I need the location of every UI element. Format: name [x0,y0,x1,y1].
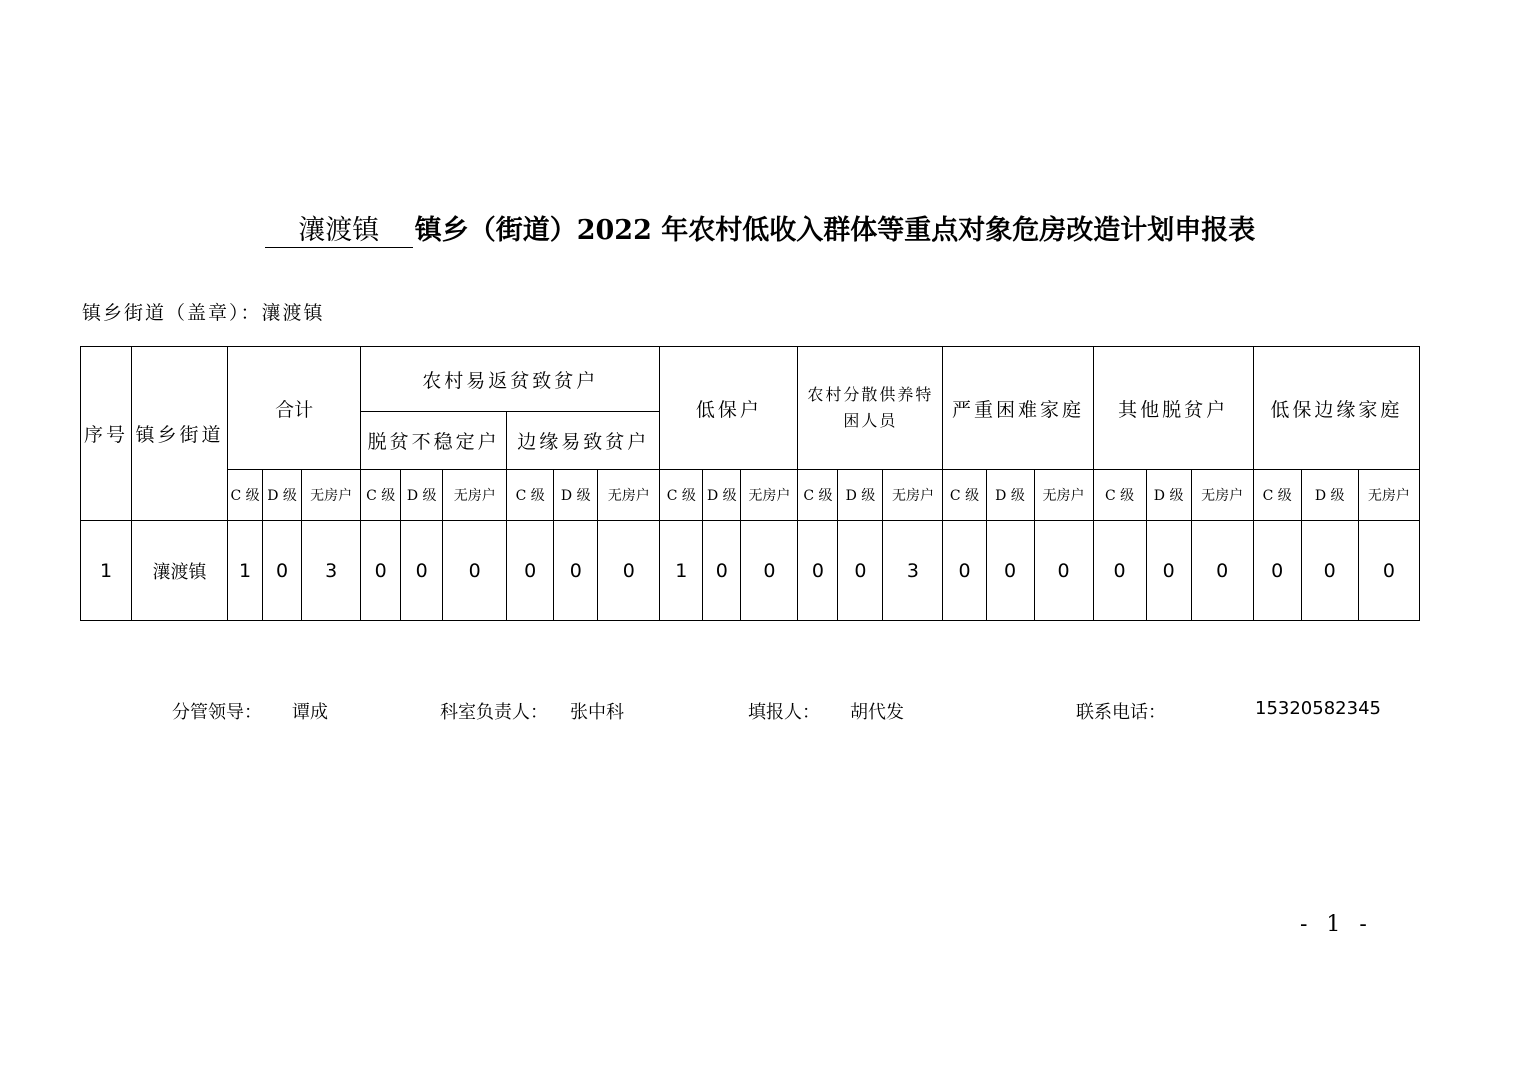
table-row [81,521,1420,621]
footer-leader [172,698,328,724]
header-unstable: 脱贫不稳定户 [361,412,507,470]
footer-filler [748,698,904,724]
leader-label: 分管领导： [172,702,262,723]
footer-phone: 15320582345 [1255,698,1381,719]
stamp-label: 镇乡街道（盖章）： [82,302,262,324]
level-header-cell: 无房户 [598,470,660,521]
level-header-cell: 无房户 [741,470,798,521]
header-hardship: 严重困难家庭 [943,347,1093,470]
filler-name: 胡代发 [850,702,904,723]
level-header-cell: C 级 [1253,470,1301,521]
leader-name: 谭成 [292,702,328,723]
level-header-cell: D 级 [1301,470,1358,521]
table-cell: 0 [798,521,838,621]
table-cell: 0 [838,521,883,621]
table-cell: 0 [507,521,554,621]
table-cell: 0 [1034,521,1093,621]
table-cell: 1 [660,521,703,621]
title-text: 镇乡（街道）2022 年农村低收入群体等重点对象危房改造计划申报表 [414,215,1256,246]
table-cell: 0 [361,521,401,621]
level-header-cell: D 级 [986,470,1034,521]
level-header-cell: C 级 [660,470,703,521]
header-row-levels [81,470,1420,521]
header-total: 合计 [228,347,361,470]
stamp-line [82,298,325,325]
level-header-cell: C 级 [1093,470,1146,521]
table-cell: 0 [1358,521,1419,621]
level-header-cell: D 级 [1146,470,1191,521]
header-seq: 序号 [81,347,132,521]
table-cell: 0 [401,521,443,621]
footer-phone-label: 联系电话： [1076,702,1166,723]
filler-label: 填报人： [748,702,820,723]
title-town-fill: 瀼渡镇 [265,208,413,248]
level-header-cell: D 级 [838,470,883,521]
table-cell: 3 [883,521,943,621]
header-tekun: 农村分散供养特困人员 [798,347,943,470]
header-dibao-edge: 低保边缘家庭 [1253,347,1419,470]
level-header-cell: D 级 [554,470,598,521]
table-cell: 0 [703,521,741,621]
report-table [80,346,1420,621]
table-cell: 3 [302,521,361,621]
level-header-cell: C 级 [943,470,986,521]
table-cell: 0 [1191,521,1253,621]
header-town: 镇乡街道 [132,347,228,521]
table-cell: 0 [1301,521,1358,621]
header-row-1 [81,347,1420,412]
level-header-cell: C 级 [228,470,263,521]
level-header-cell: 无房户 [1034,470,1093,521]
footer-dept [440,698,624,724]
table-cell: 0 [741,521,798,621]
table-cell: 0 [598,521,660,621]
table-cell: 0 [554,521,598,621]
row-town: 瀼渡镇 [132,521,228,621]
table-cell: 0 [1253,521,1301,621]
level-header-cell: D 级 [263,470,302,521]
header-edge: 边缘易致贫户 [507,412,660,470]
level-header-cell: 无房户 [1191,470,1253,521]
level-header-cell: D 级 [401,470,443,521]
header-other-poverty: 其他脱贫户 [1093,347,1253,470]
header-dibao: 低保户 [660,347,798,470]
level-header-cell: 无房户 [302,470,361,521]
table-cell: 0 [986,521,1034,621]
stamp-value: 瀼渡镇 [261,302,325,324]
page-number: - 1 - [1300,912,1373,937]
table-cell: 0 [1146,521,1191,621]
row-seq: 1 [81,521,132,621]
header-rural-group: 农村易返贫致贫户 [361,347,660,412]
level-header-cell: C 级 [361,470,401,521]
level-header-cell: 无房户 [443,470,507,521]
level-header-cell: C 级 [507,470,554,521]
dept-name: 张中科 [570,702,624,723]
dept-label: 科室负责人： [440,702,548,723]
document-title [0,208,1520,248]
table-cell: 0 [943,521,986,621]
level-header-cell: D 级 [703,470,741,521]
table-cell: 1 [228,521,263,621]
table-cell: 0 [1093,521,1146,621]
table-cell: 0 [263,521,302,621]
level-header-cell: 无房户 [1358,470,1419,521]
table-cell: 0 [443,521,507,621]
level-header-cell: C 级 [798,470,838,521]
level-header-cell: 无房户 [883,470,943,521]
